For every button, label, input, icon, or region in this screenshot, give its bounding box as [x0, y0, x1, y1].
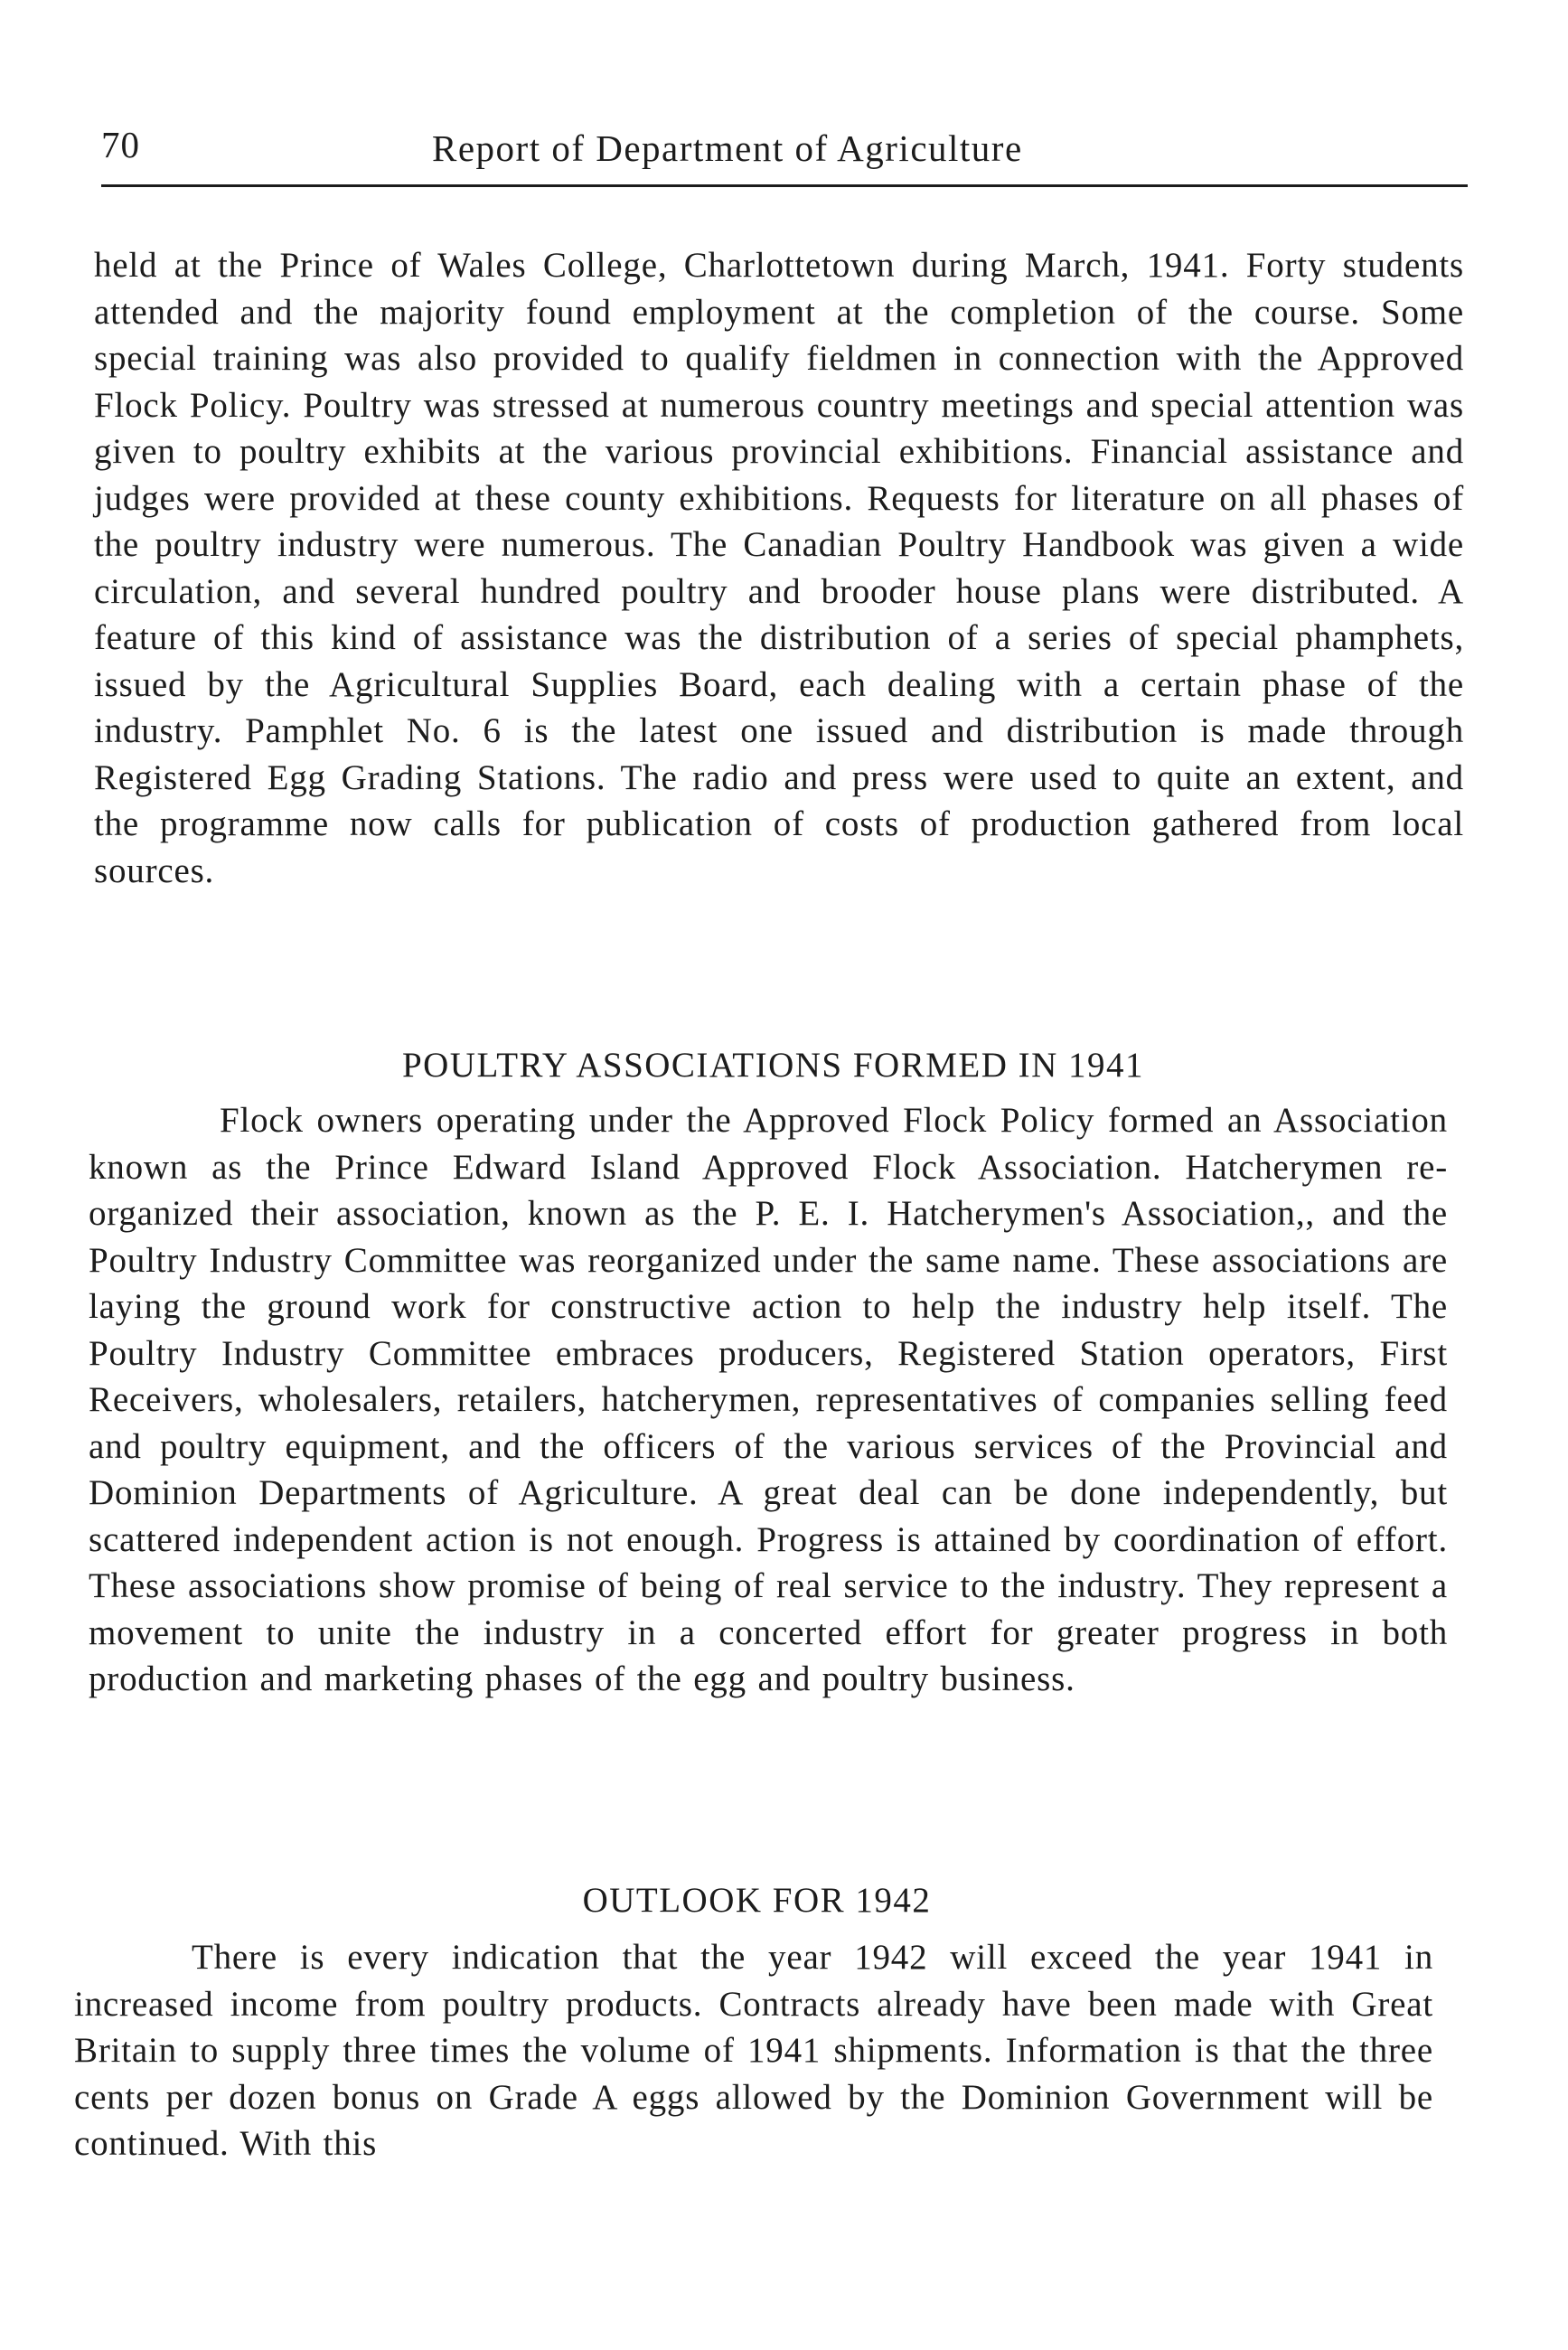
section-heading-outlook: OUTLOOK FOR 1942 [582, 1881, 932, 1920]
running-title: Report of Department of Agriculture [432, 127, 1023, 169]
page-header [101, 123, 1468, 186]
page-number: 70 [101, 124, 140, 165]
section-heading-associations: POULTRY ASSOCIATIONS FORMED IN 1941 [401, 1046, 1145, 1085]
paragraph-continuation: held at the Prince of Wales College, Charlottetown during March, 1941. Forty students attended and the majority found employment at the completion of the course. Some special training was also provided to qualify fieldmen in connection with the Approved Flock Policy. Poultry was stressed at numerous country meetings and special attention was given to poultry exhibits at the various provincial exhibitions. Financial assistance and judges were provided at these county exhibitions. Requests for literature on all phases of the poultry industry were numerous. The Canadian Poultry Handbook was given a wide circulation, and several hundred poultry and brooder house plans were distributed. A feature of this kind of assistance was the distribution of a series of special phamphets, issued by the Agricultural Supplies Board, each dealing with a certain phase of the industry. Pamphlet No. 6 is the latest one issued and distribution is made through Registered Egg Grading Stations. The radio and press were used to quite an extent, and the programme now calls for publication of costs of production gathered from local sources. [94, 246, 1464, 890]
paragraph-outlook: There is every indication that the year 1942 will exceed the year 1941 in increased income from poultry products. Contracts already have been made with Great Britain to supply three times the volume of 1941 shipments. Information is that the three cents per dozen bonus on Grade A eggs allowed by the Dominion Government will be continued. With this [74, 1938, 1433, 2163]
paragraph-associations: Flock owners operating under the Approved Flock Policy formed an Association known as the Prince Edward Island Approved Flock Association. Hatcherymen re-organized their association, known as the P. E. I. Hatcherymen's Association,, and the Poultry Industry Committee was reorganized under the same name. These associations are laying the ground work for constructive action to help the industry help itself. The Poultry Industry Committee embraces producers, Registered Station operators, First Receivers, wholesalers, retailers, hatcherymen, representatives of companies selling feed and poultry equipment, and the officers of the various services of the Provincial and Dominion Departments of Agriculture. A great deal can be done independently, but scattered independent action is not enough. Progress is attained by coordination of effort. These associations show promise of being of real service to the industry. They represent a movement to unite the industry in a concerted effort for greater progress in both production and marketing phases of the egg and poultry business. [89, 1101, 1448, 1698]
header-rule [101, 184, 1468, 187]
